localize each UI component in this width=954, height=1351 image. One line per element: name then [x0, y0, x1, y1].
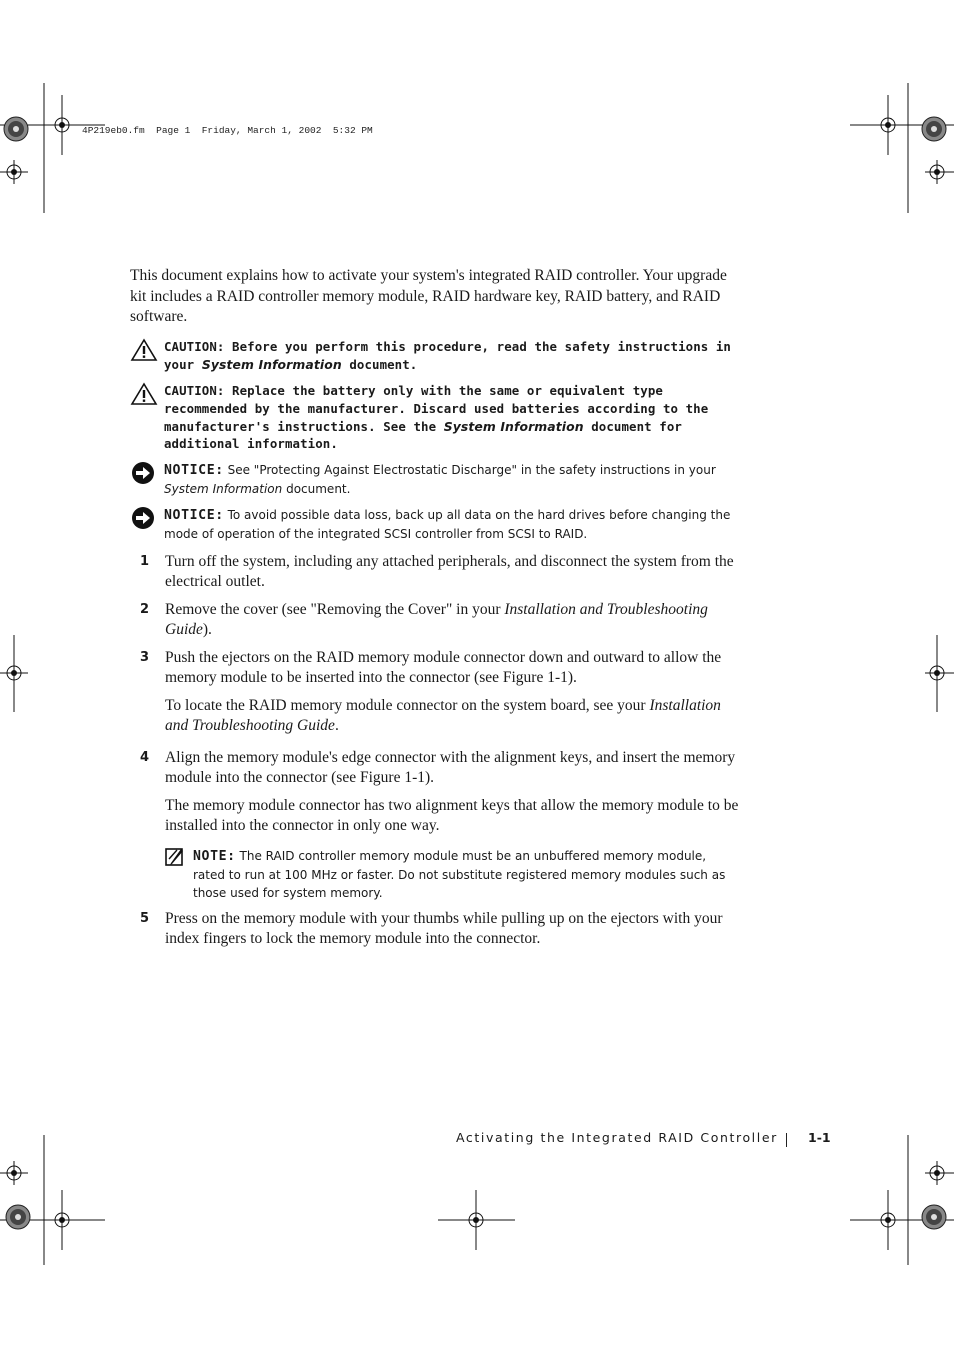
caution-doc-title: System Information	[201, 356, 342, 372]
notice-doc-title: System Information	[164, 482, 283, 496]
step-4	[130, 748, 740, 787]
notice-label: NOTICE:	[164, 508, 224, 523]
warning-triangle-icon	[130, 338, 158, 362]
caution-label: CAUTION:	[164, 383, 225, 398]
step-text: Remove the cover (see "Removing the Cover" in your	[165, 601, 501, 618]
note-box	[165, 847, 740, 902]
caution-doc-title: System Information	[443, 418, 584, 434]
intro-paragraph: This document explains how to activate your system's integrated RAID controller. Your upgrade kit includes a RAID controller memory module, RAID hardware key, RAID battery, and RAID software.	[130, 267, 727, 325]
note-label: NOTE:	[193, 849, 236, 864]
footer-chapter-title: Activating the Integrated RAID Controller	[456, 1130, 778, 1145]
step-number: 2	[140, 602, 150, 617]
caution-1	[130, 338, 740, 374]
step-text: Align the memory module's edge connector with the alignment keys, and insert the memory module into the connector (see Figure 1-1).	[165, 749, 736, 786]
step-number: 4	[140, 750, 150, 765]
step-number: 5	[140, 911, 150, 926]
detail-text: To locate the RAID memory module connector on the system board, see your	[165, 697, 646, 714]
step-number: 1	[140, 554, 150, 569]
footer-divider	[786, 1133, 787, 1147]
notice-arrow-icon	[130, 506, 156, 530]
page-number: 1-1	[808, 1130, 831, 1145]
note-text: The RAID controller memory module must be an unbuffered memory module, rated to run at 100 MHz or faster. Do not substitute registered memory modules such as those used for system memory.	[193, 849, 726, 900]
caution-text: Replace the battery only with the same or equivalent type recommended by the manufacturer. Discard used batteries according to the manufacturer's instructions. See the	[164, 383, 709, 434]
step-text: Push the ejectors on the RAID memory module connector down and outward to allow the memory module to be inserted into the connector (see Figure 1-1).	[165, 649, 722, 686]
step-3	[130, 648, 740, 687]
caution-text-end: document for additional information.	[164, 418, 682, 452]
detail-text-end: .	[334, 716, 339, 734]
notice-label: NOTICE:	[164, 463, 224, 478]
page-footer	[456, 1130, 836, 1145]
warning-triangle-icon	[130, 382, 158, 406]
file-slug: 4P219eb0.fm Page 1 Friday, March 1, 2002 5:32 PM	[82, 125, 373, 136]
step-text: Turn off the system, including any attached peripherals, and disconnect the system from the electrical outlet.	[165, 553, 734, 590]
step-2	[130, 600, 740, 639]
step-1	[130, 552, 740, 591]
caution-2	[130, 382, 740, 453]
notice-text-end: document.	[286, 482, 351, 496]
notice-text: See "Protecting Against Electrostatic Discharge" in the safety instructions in your	[227, 463, 716, 477]
caution-label: CAUTION:	[164, 339, 225, 354]
step-4-detail: The memory module connector has two alignment keys that allow the memory module to be installed into the connector in only one way.	[165, 797, 739, 834]
notice-2	[130, 506, 740, 543]
note-pencil-icon	[165, 847, 185, 867]
step-text: Press on the memory module with your thumbs while pulling up on the ejectors with your index fingers to lock the memory module into the connector.	[165, 910, 723, 947]
guide-title: Installation and Troubleshooting Guide	[165, 601, 708, 638]
step-3-detail	[165, 696, 740, 735]
notice-text: To avoid possible data loss, back up all data on the hard drives before changing the mode of operation of the integrated SCSI controller from SCSI to RAID.	[164, 508, 731, 541]
guide-title: Installation and Troubleshooting Guide	[165, 697, 721, 734]
step-text-end: ).	[202, 620, 212, 638]
step-number: 3	[140, 650, 150, 665]
notice-arrow-icon	[130, 461, 156, 485]
notice-1	[130, 461, 740, 498]
caution-text: Before you perform this procedure, read the safety instructions in your	[164, 339, 731, 372]
step-5	[130, 909, 740, 948]
caution-text-end: document.	[349, 356, 418, 372]
